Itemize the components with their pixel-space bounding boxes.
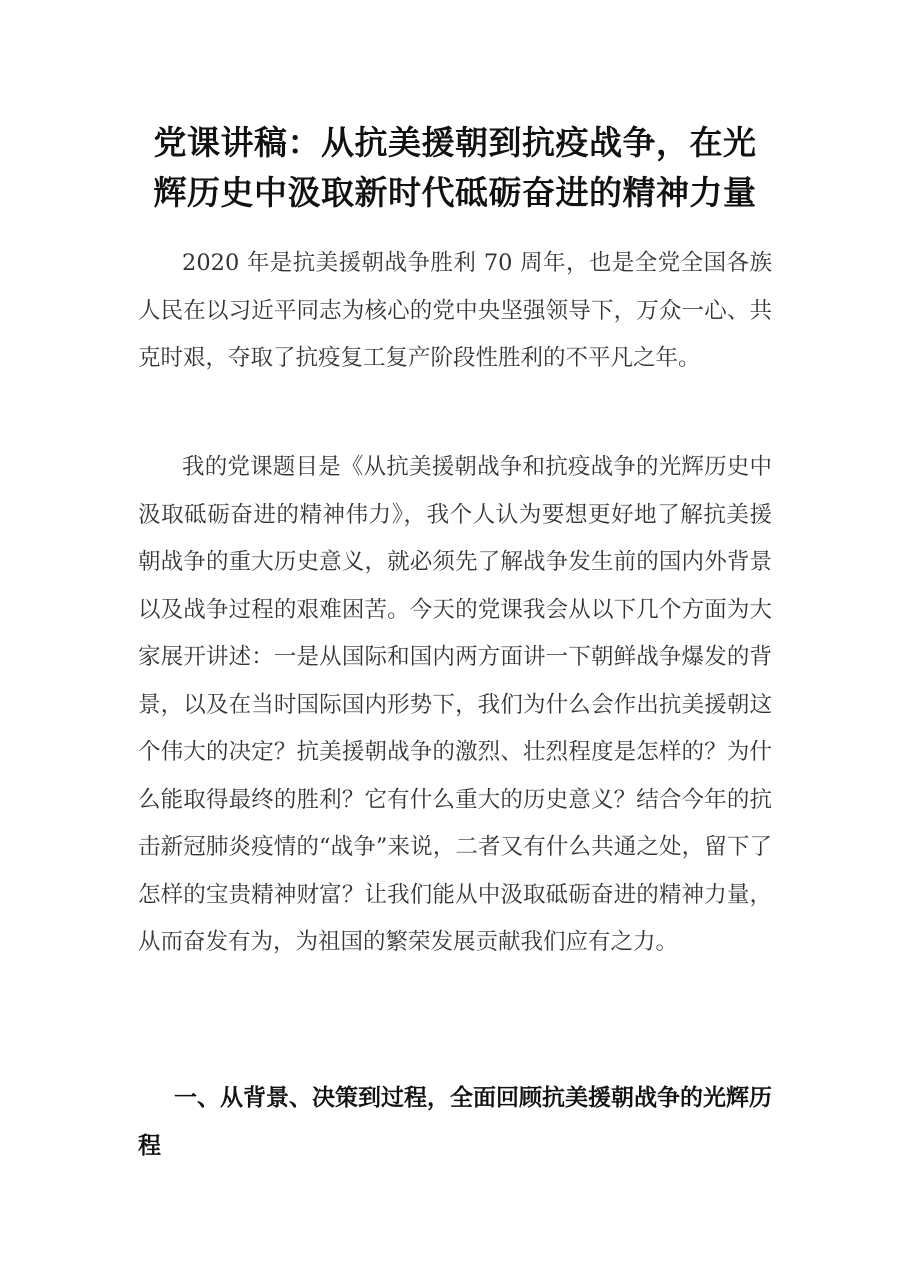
paragraph-topic: 我的党课题目是《从抗美援朝战争和抗疫战争的光辉历史中汲取砥砺奋进的精神伟力》，我个人认为要想更好地了解抗美援朝战争的重大历史意义，就必须先了解战争发生前的国内外背景以及战争过程的艰难困苦。今天的党课我会从以下几个方面为大家展开讲述：一是从国际和国内两方面讲一下朝鲜战争爆发的背景，以及在当时国际国内形势下，我们为什么会作出抗美援朝这个伟大的决定？抗美援朝战争的激烈、壮烈程度是怎样的？为什么能取得最终的胜利？它有什么重大的历史意义？结合今年的抗击新冠肺炎疫情的“战争”来说，二者又有什么共通之处，留下了怎样的宝贵精神财富？让我们能从中汲取砥砺奋进的精神力量，从而奋发有为，为祖国的繁荣发展贡献我们应有之力。 [138,454,772,955]
paragraph-intro: 2020 年是抗美援朝战争胜利 70 周年，也是全党全国各族人民在以习近平同志为核心的党中央坚强领导下，万众一心、共克时艰，夺取了抗疫复工复产阶段性胜利的不平凡之年。 [138,250,772,371]
section-heading: 一、从背景、决策到过程，全面回顾抗美援朝战争的光辉历程 [138,1085,772,1159]
document-title: 党课讲稿：从抗美援朝到抗疫战争，在光辉历史中汲取新时代砥砺奋进的精神力量 [153,123,757,212]
